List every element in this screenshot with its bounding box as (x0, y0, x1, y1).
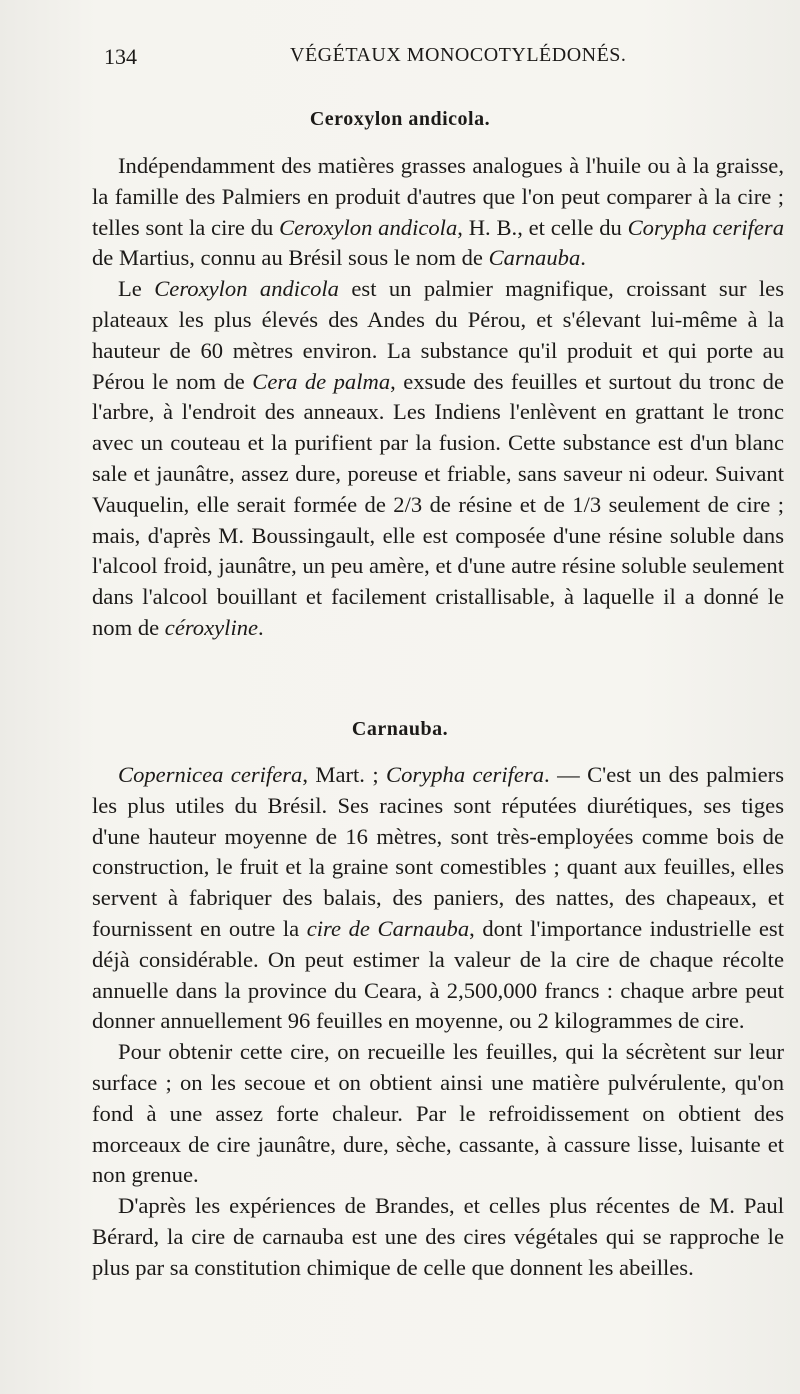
page-number: 134 (104, 44, 137, 69)
text-run: , Mart. ; (302, 762, 387, 787)
italic-term: Ceroxylon andicola (154, 276, 339, 302)
text-run: Le (118, 276, 155, 302)
page-header (104, 44, 770, 74)
text-run: , dont l'importance industrielle est déjà considérable. On peut estimer la valeur de la cire de chaque récolte annuelle dans la province du Ceara, à 2,500,000 francs : chaque arbre peut donner annuellement 96 feuilles en moyenne, ou 2 kilogrammes de cire. (92, 915, 784, 1034)
italic-term: Corypha cerifera (386, 762, 545, 787)
text-run: . (258, 614, 264, 640)
paragraph: Pour obtenir cette cire, on recueille les feuilles, qui la sécrètent sur leur surface ; on les secoue et on obtient ainsi une matière pulvérulente, qu'on fond à une assez forte chaleur. Par le refroidissement on obtient des morceaux de cire jaunâtre, dure, sèche, cassante, à cassure lisse, luisante et non grenue. (92, 1039, 784, 1188)
italic-term: céroxyline (164, 614, 259, 640)
section-carnauba-body (92, 760, 784, 1284)
section-heading-ceroxylon: Ceroxylon andicola. (309, 108, 491, 130)
text-run: , exsude des feuilles et surtout du tronc de l'arbre, à l'endroit des anneaux. Les Indiens l'enlèvent en grattant le tronc avec un couteau et la purifient par la fusion. Cette substance est d'un blanc sale et jaunâtre, assez dure, poreuse et friable, sans saveur ni odeur. Suivant Vauquelin, elle serait formée de 2/3 de résine et de 1/3 seulement de cire ; mais, d'après M. Boussingault, elle est composée d'une résine soluble dans l'alcool froid, jaunâtre, un peu amère, et d'une autre résine soluble seulement dans l'alcool bouillant et facilement cristallisable, à laquelle il a donné le nom de (92, 368, 785, 640)
paragraph (92, 760, 784, 1037)
text-run: . — C'est un des palmiers les plus utiles du Brésil. Ses racines sont réputées diurétiques, ses tiges d'une hauteur moyenne de 16 mètres, sont très-employées comme bois de construction, le fruit et la graine sont comestibles ; quant aux feuilles, elles servent à fabriquer des balais, des paniers, des nattes, des chapeaux, et fournissent en outre la (92, 762, 784, 941)
section-heading-carnauba: Carnauba. (351, 718, 449, 740)
paragraph (92, 151, 784, 274)
text-run: de Martius, connu au Brésil sous le nom de (92, 245, 489, 271)
italic-term: Copernicea cerifera (118, 762, 303, 787)
italic-term: Ceroxylon andicola (279, 214, 458, 240)
paragraph: D'après les expériences de Brandes, et celles plus récentes de M. Paul Bérard, la cire de carnauba est une des cires végétales qui se rapproche le plus par sa constitution chimique de celle que donnent les abeilles. (92, 1193, 784, 1280)
running-title: VÉGÉTAUX MONOCOTYLÉDONÉS. (290, 44, 627, 66)
text-run: . (580, 245, 586, 271)
text-run: , H. B., et celle du (457, 214, 628, 240)
section-ceroxylon-body (92, 151, 784, 644)
italic-term: Cera de palma (252, 368, 391, 394)
italic-term: Carnauba (488, 245, 581, 271)
paragraph (92, 274, 784, 644)
text-run: Indépendamment des matières grasses analogues à l'huile ou à la graisse, la famille des Palmiers en produit d'autres que l'on peut comparer à la cire ; telles sont la cire du (92, 153, 784, 240)
italic-term: cire de Carnauba (306, 915, 470, 941)
italic-term: Corypha cerifera (627, 214, 784, 240)
text-run: est un palmier magnifique, croissant sur les plateaux les plus élevés des Andes du Pérou, et s'élevant lui-même à la hauteur de 60 mètres environ. La substance qu'il produit et qui porte au Pérou le nom de (92, 276, 785, 394)
